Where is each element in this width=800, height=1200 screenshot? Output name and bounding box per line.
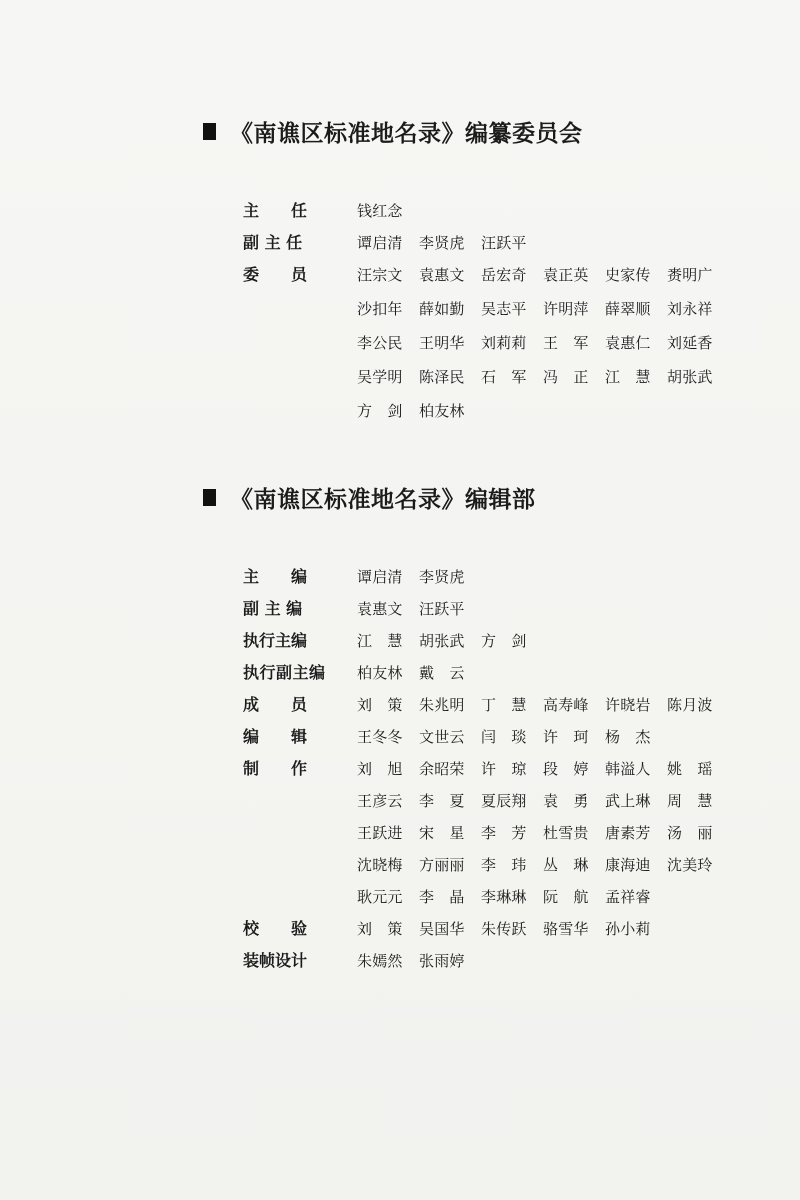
committee-title-text: 《南谯区标准地名录》编纂委员会 (230, 120, 583, 147)
role-label: 执行副主编 (243, 663, 326, 682)
section-marker-icon (203, 123, 216, 140)
committee-roster (243, 198, 763, 430)
person-name: 朱嫣然 (357, 952, 403, 970)
person-name: 李 芳 (481, 824, 527, 842)
person-name: 汪跃平 (419, 600, 465, 618)
person-name: 胡张武 (419, 632, 465, 650)
person-name: 胡张武 (667, 368, 713, 386)
committee-section-title (203, 115, 583, 148)
person-name: 李 晶 (419, 888, 465, 906)
person-name: 李琳琳 (481, 888, 527, 906)
role-label: 校 验 (243, 919, 308, 938)
editorial-row-editor-in-chief (243, 564, 763, 590)
person-name: 周 慧 (667, 792, 713, 810)
person-name: 刘 策 (357, 920, 403, 938)
person-name: 袁惠文 (357, 600, 403, 618)
person-name: 康海迪 (605, 856, 651, 874)
role-label: 副 主 任 (243, 233, 303, 252)
person-name: 刘永祥 (667, 300, 713, 318)
person-name: 柏友林 (357, 664, 403, 682)
person-name: 袁正英 (543, 266, 589, 284)
person-name: 李 夏 (419, 792, 465, 810)
name-list (357, 564, 753, 590)
editorial-roster (243, 564, 763, 980)
person-name: 许晓岩 (605, 696, 651, 714)
person-name: 方 剑 (481, 632, 527, 650)
role-label: 主 编 (243, 567, 308, 586)
person-name: 钱红念 (357, 202, 403, 220)
person-name: 闫 琰 (481, 728, 527, 746)
person-name: 韩溢人 (605, 760, 651, 778)
role-label: 制 作 (243, 759, 308, 778)
person-name: 丛 琳 (543, 856, 589, 874)
person-name: 谭启清 (357, 234, 403, 252)
person-name: 沙扣年 (357, 300, 403, 318)
person-name: 方 剑 (357, 402, 403, 420)
person-name: 江 慧 (605, 368, 651, 386)
person-name: 朱兆明 (419, 696, 465, 714)
person-name: 骆雪华 (543, 920, 589, 938)
editorial-row-production (243, 756, 763, 910)
person-name: 汪宗文 (357, 266, 403, 284)
person-name: 刘延香 (667, 334, 713, 352)
person-name: 耿元元 (357, 888, 403, 906)
person-name: 岳宏奇 (481, 266, 527, 284)
name-list (357, 230, 753, 256)
person-name: 史家传 (605, 266, 651, 284)
person-name: 吴志平 (481, 300, 527, 318)
person-name: 姚 瑶 (667, 760, 713, 778)
person-name: 薛翠顺 (605, 300, 651, 318)
name-list (357, 948, 753, 974)
person-name: 许 珂 (543, 728, 589, 746)
name-list (357, 692, 753, 718)
person-name: 唐素芳 (605, 824, 651, 842)
name-list (357, 756, 753, 910)
person-name: 汤 丽 (667, 824, 713, 842)
person-name: 王彦云 (357, 792, 403, 810)
section-marker-icon (203, 489, 216, 506)
person-name: 杜雪贵 (543, 824, 589, 842)
role-label: 装帧设计 (243, 951, 308, 970)
person-name: 朱传跃 (481, 920, 527, 938)
name-list (357, 916, 753, 942)
editorial-section-title (203, 481, 536, 514)
person-name: 武上琳 (605, 792, 651, 810)
name-list (357, 198, 753, 224)
person-name: 王跃进 (357, 824, 403, 842)
person-name: 李 玮 (481, 856, 527, 874)
person-name: 许明萍 (543, 300, 589, 318)
editorial-row-editors (243, 724, 763, 750)
person-name: 吴学明 (357, 368, 403, 386)
person-name: 沈美玲 (667, 856, 713, 874)
committee-row-members (243, 262, 763, 424)
person-name: 王冬冬 (357, 728, 403, 746)
name-list (357, 262, 753, 424)
person-name: 冯 正 (543, 368, 589, 386)
person-name: 段 婷 (543, 760, 589, 778)
person-name: 李公民 (357, 334, 403, 352)
person-name: 高寿峰 (543, 696, 589, 714)
person-name: 李贤虎 (419, 568, 465, 586)
person-name: 石 军 (481, 368, 527, 386)
person-name: 夏辰翔 (481, 792, 527, 810)
person-name: 余昭荣 (419, 760, 465, 778)
person-name: 张雨婷 (419, 952, 465, 970)
person-name: 薛如勤 (419, 300, 465, 318)
editorial-row-binding-design (243, 948, 763, 974)
person-name: 王 军 (543, 334, 589, 352)
person-name: 陈月波 (667, 696, 713, 714)
person-name: 文世云 (419, 728, 465, 746)
role-label: 主 任 (243, 201, 308, 220)
editorial-row-proofreading (243, 916, 763, 942)
person-name: 袁惠仁 (605, 334, 651, 352)
person-name: 谭启清 (357, 568, 403, 586)
editorial-row-executive-editor (243, 628, 763, 654)
person-name: 李贤虎 (419, 234, 465, 252)
committee-row-director (243, 198, 763, 224)
person-name: 刘 旭 (357, 760, 403, 778)
editorial-row-members (243, 692, 763, 718)
person-name: 孟祥睿 (605, 888, 651, 906)
committee-row-deputy-director (243, 230, 763, 256)
person-name: 孙小莉 (605, 920, 651, 938)
person-name: 汪跃平 (481, 234, 527, 252)
role-label: 成 员 (243, 695, 308, 714)
name-list (357, 628, 753, 654)
person-name: 宋 星 (419, 824, 465, 842)
editorial-row-deputy-editor (243, 596, 763, 622)
role-label: 副 主 编 (243, 599, 303, 618)
person-name: 柏友林 (419, 402, 465, 420)
person-name: 陈泽民 (419, 368, 465, 386)
role-label: 执行主编 (243, 631, 308, 650)
person-name: 王明华 (419, 334, 465, 352)
person-name: 沈晓梅 (357, 856, 403, 874)
role-label: 委 员 (243, 265, 308, 284)
person-name: 杨 杰 (605, 728, 651, 746)
person-name: 江 慧 (357, 632, 403, 650)
person-name: 阮 航 (543, 888, 589, 906)
person-name: 刘 策 (357, 696, 403, 714)
person-name: 方丽丽 (419, 856, 465, 874)
person-name: 戴 云 (419, 664, 465, 682)
person-name: 袁 勇 (543, 792, 589, 810)
person-name: 丁 慧 (481, 696, 527, 714)
person-name: 袁惠文 (419, 266, 465, 284)
person-name: 吴国华 (419, 920, 465, 938)
person-name: 刘莉莉 (481, 334, 527, 352)
role-label: 编 辑 (243, 727, 308, 746)
person-name: 赉明广 (667, 266, 713, 284)
editorial-title-text: 《南谯区标准地名录》编辑部 (230, 486, 536, 513)
editorial-row-executive-deputy-editor (243, 660, 763, 686)
name-list (357, 596, 753, 622)
name-list (357, 660, 753, 686)
name-list (357, 724, 753, 750)
person-name: 许 琼 (481, 760, 527, 778)
